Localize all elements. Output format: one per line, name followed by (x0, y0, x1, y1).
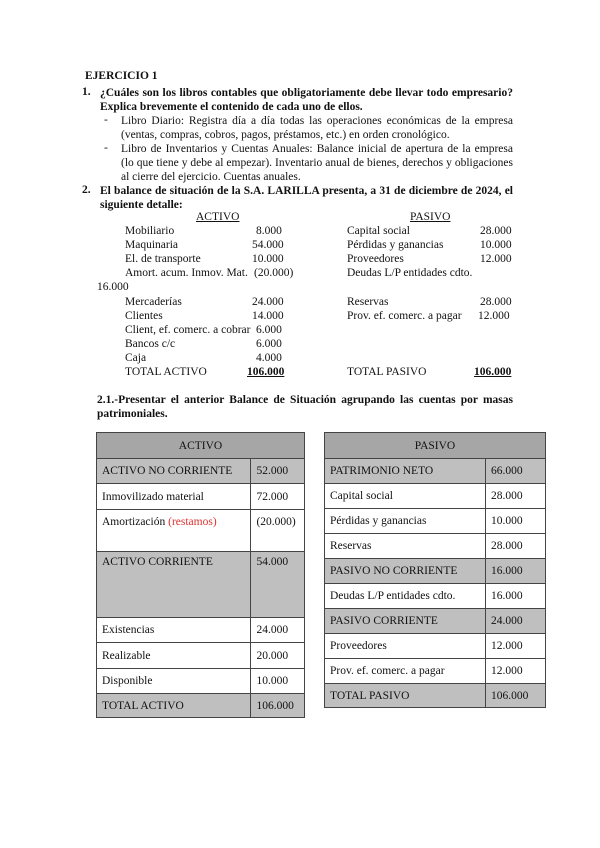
activo-item-label: Caja (125, 352, 147, 364)
table-row (325, 459, 546, 484)
activo-item-value: 14.000 (252, 310, 284, 322)
pasivo-item-value: 28.000 (480, 225, 512, 237)
row-value: 12.000 (486, 634, 546, 659)
pasivo-item-label: Capital social (347, 225, 410, 237)
activo-item-value: 24.000 (252, 296, 284, 308)
table-row (325, 484, 546, 509)
activo-item-label: Mercaderías (125, 296, 182, 308)
exercise-title: EJERCICIO 1 (85, 70, 158, 82)
row-label: Disponible (97, 669, 251, 694)
table-row (97, 510, 305, 552)
row-label: TOTAL ACTIVO (97, 694, 251, 718)
row-value: 24.000 (251, 618, 305, 643)
activo-item-label: Mobiliario (125, 225, 175, 237)
activo-item-label: Amort. acum. Inmov. Mat. (125, 267, 248, 279)
pasivo-item-value: 12.000 (478, 310, 510, 322)
row-value: 16.000 (486, 559, 546, 584)
row-value: 106.000 (486, 684, 546, 708)
activo-item-value: 54.000 (252, 239, 284, 251)
table-row (325, 584, 546, 609)
bullet-dash: - (104, 142, 108, 154)
row-label: Inmovilizado material (97, 484, 251, 510)
row-label: Proveedores (325, 634, 486, 659)
activo-item-value: 8.000 (256, 225, 282, 237)
row-label: Reservas (325, 534, 486, 559)
q2-text: El balance de situación de la S.A. LARILLA presenta, a 31 de diciembre de 2024, el siguiente detalle: (100, 185, 513, 211)
table-row (325, 684, 546, 708)
q1-number: 1. (82, 86, 91, 98)
table-row (97, 669, 305, 694)
row-value: 12.000 (486, 659, 546, 684)
activo-item-label: El. de transporte (125, 253, 201, 265)
row-label: ACTIVO CORRIENTE (97, 552, 251, 618)
table-row (325, 659, 546, 684)
row-label: Capital social (325, 484, 486, 509)
q1-bullet-2: Libro de Inventarios y Cuentas Anuales: Balance inicial de apertura de la empresa (lo que tiene y debe al empezar). Inventario anual de bienes, derechos y obligaciones al cierre del ejercicio. Cuentas anuales. (121, 143, 513, 183)
pasivo-item-label: Reservas (347, 296, 389, 308)
table-row (97, 552, 305, 618)
activo-item-label: Bancos c/c (125, 338, 176, 350)
table-row (325, 609, 546, 634)
row-value: 106.000 (251, 694, 305, 718)
pasivo-item-value: 16.000 (97, 281, 129, 293)
table-row (97, 618, 305, 643)
row-label: Prov. ef. comerc. a pagar (325, 659, 486, 684)
table-row (325, 559, 546, 584)
pasivo-item-value: 28.000 (480, 296, 512, 308)
row-label: Realizable (97, 643, 251, 669)
activo-item-value: 6.000 (256, 324, 282, 336)
row-value: 10.000 (251, 669, 305, 694)
row-value: 20.000 (251, 643, 305, 669)
pasivo-item-label: Proveedores (347, 253, 404, 265)
table-row (97, 484, 305, 510)
q2-number: 2. (82, 184, 91, 196)
table-row (325, 509, 546, 534)
row-label: Existencias (97, 618, 251, 643)
row-value: 16.000 (486, 584, 546, 609)
row-value: 52.000 (251, 459, 305, 484)
pasivo-item-label: Deudas L/P entidades cdto. (347, 267, 473, 279)
amortizacion-label: Amortización (102, 516, 166, 528)
activo-item-label: Clientes (125, 310, 163, 322)
pasivo-header: PASIVO (410, 211, 451, 223)
table-activo (96, 432, 305, 718)
activo-item-label: Client, ef. comerc. a cobrar (125, 324, 251, 336)
row-label (97, 510, 251, 552)
total-pasivo-label: TOTAL PASIVO (347, 366, 427, 378)
row-value: 54.000 (251, 552, 305, 618)
row-label: TOTAL PASIVO (325, 684, 486, 708)
row-value: 72.000 (251, 484, 305, 510)
row-label: PATRIMONIO NETO (325, 459, 486, 484)
row-label: PASIVO NO CORRIENTE (325, 559, 486, 584)
total-activo-label: TOTAL ACTIVO (125, 366, 207, 378)
q1-text: ¿Cuáles son los libros contables que obligatoriamente debe llevar todo empresario? Explica brevemente el contenido de cada uno de ellos. (100, 87, 513, 113)
activo-item-value: (20.000) (254, 267, 294, 279)
row-value: (20.000) (251, 510, 305, 552)
total-activo-value: 106.000 (247, 366, 285, 378)
activo-header: ACTIVO (196, 211, 240, 223)
pasivo-item-label: Prov. ef. comerc. a pagar (347, 310, 462, 322)
table-row (97, 643, 305, 669)
table-row (97, 459, 305, 484)
total-pasivo-value: 106.000 (474, 366, 512, 378)
table-row (325, 634, 546, 659)
table-pasivo (324, 432, 546, 708)
table-row (325, 534, 546, 559)
row-label: Pérdidas y ganancias (325, 509, 486, 534)
q21-text: 2.1.-Presentar el anterior Balance de Situación agrupando las cuentas por masas patrimoniales. (97, 394, 513, 420)
pasivo-item-value: 10.000 (480, 239, 512, 251)
row-value: 28.000 (486, 534, 546, 559)
pasivo-item-label: Pérdidas y ganancias (347, 239, 444, 251)
activo-item-label: Maquinaria (125, 239, 179, 251)
table-pasivo-header: PASIVO (325, 433, 546, 459)
row-label: Deudas L/P entidades cdto. (325, 584, 486, 609)
row-label: PASIVO CORRIENTE (325, 609, 486, 634)
restamos-note: (restamos) (168, 516, 217, 528)
row-value: 10.000 (486, 509, 546, 534)
table-row (97, 694, 305, 718)
row-value: 28.000 (486, 484, 546, 509)
q1-bullet-1: Libro Diario: Registra día a día todas las operaciones económicas de la empresa (ventas, compras, cobros, pagos, préstamos, etc.) en orden cronológico. (121, 115, 513, 141)
activo-item-value: 6.000 (256, 338, 282, 350)
activo-item-value: 10.000 (252, 253, 284, 265)
table-activo-header: ACTIVO (97, 433, 305, 459)
activo-item-value: 4.000 (256, 352, 282, 364)
bullet-dash: - (104, 114, 108, 126)
row-value: 66.000 (486, 459, 546, 484)
row-value: 24.000 (486, 609, 546, 634)
pasivo-item-value: 12.000 (480, 253, 512, 265)
row-label: ACTIVO NO CORRIENTE (97, 459, 251, 484)
